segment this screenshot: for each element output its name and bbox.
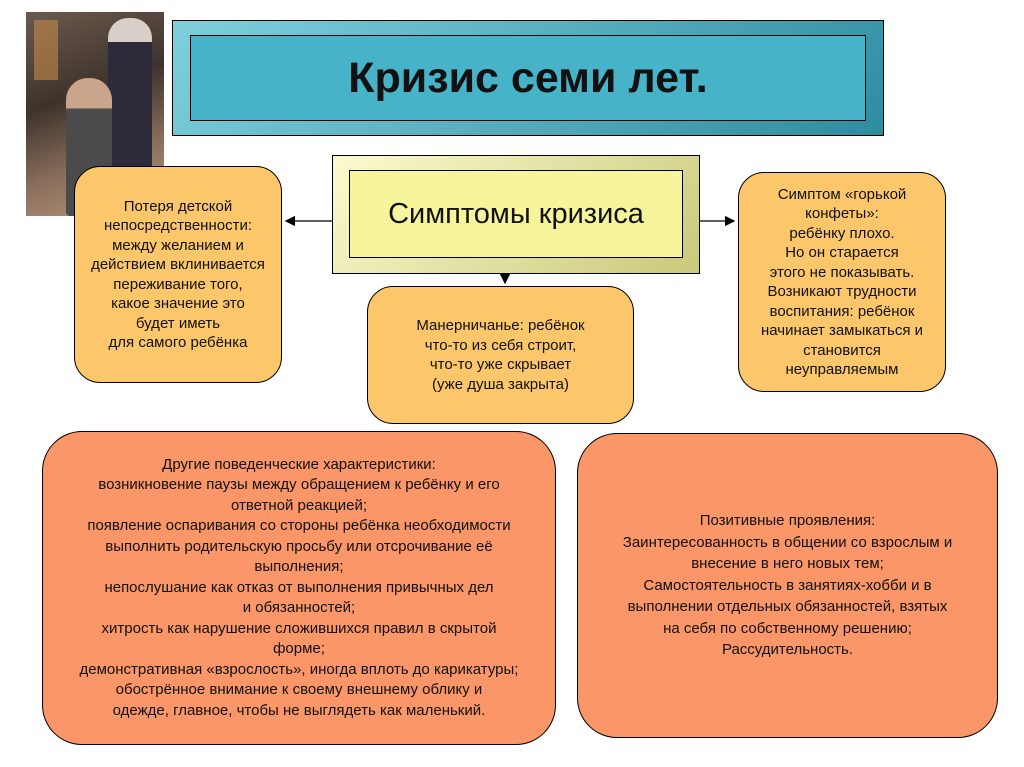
mannerism-box — [367, 286, 634, 424]
mannerism-text: Манерничанье: ребёнок что-то из себя строит, что-то уже скрывает (уже душа закрыта) — [416, 317, 585, 393]
page-title: Кризис семи лет. — [190, 35, 866, 121]
positive-manifestations-text: Позитивные проявления: Заинтересованность в общении со взрослым и внесение в него новых тем; Самостоятельность в занятиях-хобби и в выполнении отдельных обязанностей, взятых на себя по собственному решению; Рассудительность. — [622, 512, 953, 659]
loss-of-spontaneity-text: Потеря детской непосредственности: между желанием и действием вклинивается переживание того, какое значение это будет иметь для самого ребёнка — [91, 197, 265, 351]
other-behaviors-box — [42, 431, 556, 745]
bitter-candy-symptom-text: Симптом «горькой конфеты»: ребёнку плохо. Но он старается этого не показывать. Возникают трудности воспитания: ребёнок начинает замыкаться и становится неуправляемым — [760, 185, 924, 378]
positive-manifestations-box — [577, 433, 998, 738]
bitter-candy-symptom-box — [738, 172, 946, 392]
other-behaviors-text: Другие поведенческие характеристики: возникновение паузы между обращением к ребёнку и его ответной реакцией; появление оспаривания со стороны ребёнка необходимости выполнить родительскую просьбу или отсрочивание её выполнения; непослушание как отказ от выполнения привычных дел и обязанностей; хитрость как нарушение сложившихся правил в скрытой форме; демонстративная «взрослость», иногда вплоть до карикатуры; обострённое внимание к своему внешнему облику и одежде, главное, чтобы не выглядеть как маленький. — [79, 455, 519, 719]
symptoms-heading: Симптомы кризиса — [349, 170, 683, 258]
loss-of-spontaneity-box — [74, 166, 282, 383]
